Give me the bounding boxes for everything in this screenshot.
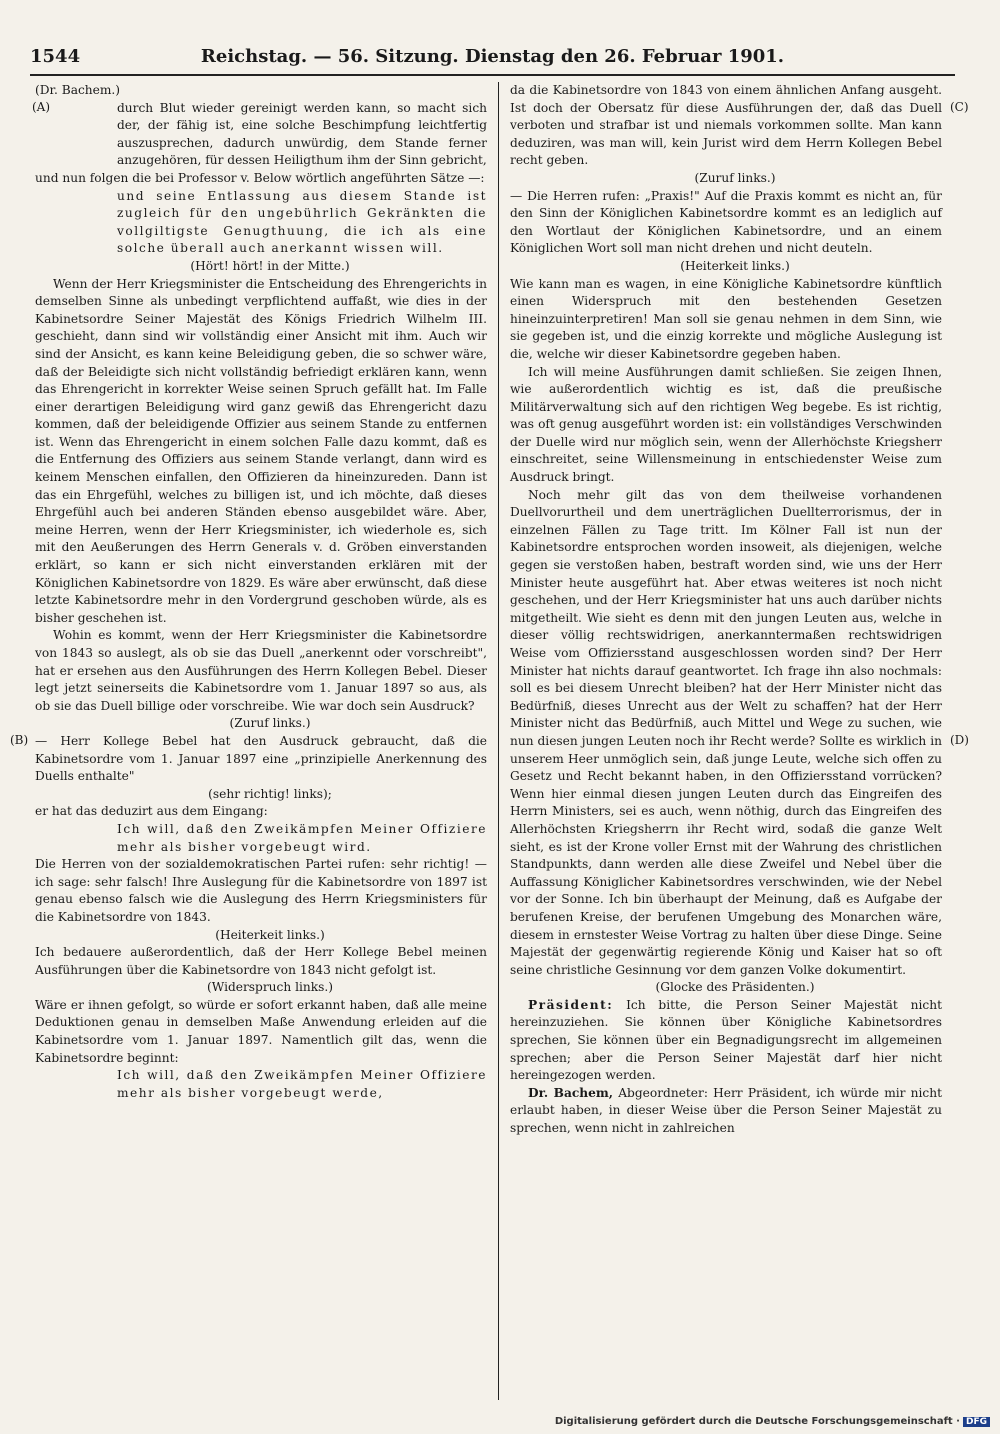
paragraph-6: Die Herren von der sozialdemokratischen Partei rufen: sehr richtig! — ich sage: sehr falsch! Ihre Auslegung für die Kabinetsordre von 1897 ist genau ebenso falsch wie die Auslegung des Herrn Kriegsministers für die Kabinetsordre von 1843. [35, 857, 487, 924]
quote-3: Ich will, daß den Zweikämpfen Meiner Offiziere mehr als bisher vorgebeugt wird. [117, 821, 487, 854]
footer-text: Digitalisierung gefördert durch die Deutsche Forschungsgemeinschaft · [554, 1416, 960, 1427]
dfg-logo: DFG [963, 1417, 990, 1427]
paragraph-7: Ich bedauere außerordentlich, daß der Herr Kollege Bebel meinen Ausführungen über die Kabinetsordre von 1843 nicht gefolgt ist. [35, 945, 487, 977]
quote-4: Ich will, daß den Zweikämpfen Meiner Offiziere mehr als bisher vorgebeugt werde, [117, 1068, 487, 1100]
margin-marker-d: (D) [950, 733, 969, 747]
right-column [510, 82, 942, 1138]
page-number: 1544 [30, 46, 81, 67]
quote-2: und seine Entlassung aus diesem Stande ist zugleich für den ungebührlich Gekränkten die vollgiltigste Genugthuung, die ich als eine solche überall auch anerkannt wissen will. [117, 188, 487, 256]
bachem-text: Abgeordneter: Herr Präsident, ich würde mir nicht erlaubt haben, in dieser Weise über die Person Seiner Majestät zu sprechen, wenn nicht in zahlreichen [510, 1085, 942, 1136]
margin-marker-c: (C) [950, 100, 969, 114]
paragraph-r5: Noch mehr gilt das von dem theilweise vorhandenen Duellvorurtheil und dem unerträglichen Duellterrorismus, der in einzelnen Fällen zu Tage tritt. Im Kölner Fall ist nun der Kabinetsordre entsprochen worden insoweit, als diejenigen, welche gegen sie verstoßen haben, bestraft worden sind, wie uns der Herr Minister heute ausgeführt hat. Aber etwas weiteres ist noch nicht geschehen, und der Herr Kriegsminister hat uns auch darüber nichts mitgetheilt. Wie sieht es denn mit den jungen Leuten aus, welche in dieser völlig rechtswidrigen, anerkanntermaßen rechtswidrigen Weise vom Offiziersstand ausgeschlossen worden sind? Der Herr Minister hat nichts darauf geantwortet. Ich frage ihn also nochmals: soll es bei diesem Unrecht bleiben? hat der Herr Minister nicht das Bedürfniß, dieses Unrecht aus der Welt zu schaffen? hat der Herr Minister nicht das Bedürfniß, auch Mittel und Wege zu suchen, wie nun diesen jungen Leuten noch ihr Recht werde? Sollte es wirklich in unserem Heer unmöglich sein, daß junge Leute, welche sich offen zu Gesetz und Recht bekannt haben, in den Offiziersstand vorrücken? Wenn hier einmal diesen jungen Leuten durch das Eingreifen des Herrn Ministers, sei es auch, wenn nöthig, durch das Eingreifen des Allerhöchsten Kriegsherrn ihr Recht wird, sodaß die ganze Welt sieht, es ist der Krone voller Ernst mit der Wahrung des christlichen Standpunkts, dann werden alle diese Zweifel und Nebel über die Auffassung Königlicher Kabinetsordres verschwinden, wie der Nebel vor der Sonne. Ich bin überhaupt der Meinung, daß es Aufgabe der berufenen Kreise, der berufenen Umgebung des Monarchen wäre, diesem in ernstester Weise Vortrag zu halten über diese Dinge. Seine Majestät der gegenwärtig regierende König und Kaiser hat so oft seine christliche Gesinnung vor dem ganzen Volke dokumentirt. [510, 487, 942, 977]
paragraph-r3: Wie kann man es wagen, in eine Königliche Kabinetsordre künftlich einen Widerspruch mit den bestehenden Gesetzen hineinzuinterpretiren! Man soll sie genau nehmen in dem Sinn, wie sie gegeben ist, und die einzig korrekte und mögliche Auslegung ist die, welche wir dieser Kabinetsordre gegeben haben. [510, 276, 942, 361]
interjection-r2: (Heiterkeit links.) [680, 258, 790, 273]
paragraph-r2: — Die Herren rufen: „Praxis!" Auf die Praxis kommt es nicht an, für den Sinn der Königlichen Kabinetsordre kommt es an lediglich auf den Wortlaut der Königlichen Kabinetsordre, und an einem Königlichen Wort soll man nicht drehen und nicht deuteln. [510, 188, 942, 256]
interjection-4: (Heiterkeit links.) [215, 927, 325, 942]
footer-credit [555, 1416, 990, 1427]
interjection-r1: (Zuruf links.) [694, 170, 776, 185]
president-statement [510, 997, 942, 1085]
margin-marker-b: (B) [10, 733, 29, 747]
paragraph-2: Wenn der Herr Kriegsminister die Entscheidung des Ehrengerichts in demselben Sinne als unbedingt verpflichtend auffaßt, wie dies in der Kabinetsordre Seiner Majestät des Königs Friedrich Wilhelm III. geschieht, dann sind wir vollständig einer Ansicht mit ihm. Auch wir sind der Ansicht, es kann keine Beleidigung geben, die so schwer wäre, daß der Beleidigte sich nicht vollständig befriedigt erklären kann, wenn das Ehrengericht in korrekter Weise seinen Spruch gefällt hat. Im Falle einer derartigen Beleidigung wird ganz gewiß das Ehrengericht dazu kommen, daß der beleidigende Offizier aus seinem Stande zu entfernen ist. Wenn das Ehrengericht in einem solchen Falle dazu kommt, daß es die Entfernung des Offiziers aus seinem Stande verlangt, dann wird es keinem Menschen einfallen, den Offizieren da hineinzureden. Dann ist das ein Ehrgefühl, welches zu billigen ist, und ich möchte, daß dieses Ehrgefühl auch bei anderen Ständen ebenso ausgebildet wäre. Aber, meine Herren, wenn der Herr Kriegsminister, ich wiederhole es, sich mit den Aeußerungen des Herrn Generals v. d. Gröben einverstanden erklärt, so kann er sich nicht einverstanden erklären mit der Königlichen Kabinetsordre von 1829. Es wäre aber erwünscht, daß diese letzte Kabinetsordre mehr in den Vordergrund geschoben würde, als es bisher geschehen ist. [35, 276, 487, 625]
page-header [30, 40, 955, 76]
interjection-r3: (Glocke des Präsidenten.) [655, 980, 815, 995]
paragraph-r1: da die Kabinetsordre von 1843 von einem ähnlichen Anfang ausgeht. Ist doch der Obersatz für diese Ausführungen der, daß das Duell verboten und strafbar ist und niemals vorkommen sollte. Man kann deduziren, was man will, kein Jurist wird dem Herrn Kollegen Bebel recht geben. [510, 83, 942, 168]
speaker-note: (Dr. Bachem.) [35, 83, 121, 97]
left-column [35, 82, 487, 1102]
interjection-3: (sehr richtig! links); [208, 786, 332, 801]
paragraph-5: er hat das deduzirt aus dem Eingang: [35, 804, 268, 819]
interjection-2: (Zuruf links.) [229, 716, 311, 731]
bachem-label: Dr. Bachem, [528, 1085, 614, 1100]
page-title: Reichstag. — 56. Sitzung. Dienstag den 26. Februar 1901. [200, 46, 785, 67]
paragraph-4: — Herr Kollege Bebel hat den Ausdruck gebraucht, daß die Kabinetsordre vom 1. Januar 1897 eine „prinzipielle Anerkennung des Duells enthalte" [35, 733, 487, 784]
bachem-statement [510, 1085, 942, 1138]
paragraph-r4: Ich will meine Ausführungen damit schließen. Sie zeigen Ihnen, wie außerordentlich wichtig es ist, daß die preußische Militärverwaltung sich auf den richtigen Weg begebe. Es ist richtig, was oft genug ausgeführt worden ist: ein vollständiges Verschwinden der Duelle wird nur möglich sein, wenn der Allerhöchste Kriegsherr einschreitet, seine Willensmeinung in entschiedenster Weise zum Ausdruck bringt. [510, 364, 942, 485]
interjection-1: (Hört! hört! in der Mitte.) [190, 258, 350, 273]
margin-marker-a: (A) [32, 100, 51, 114]
president-label: Präsident: [528, 997, 614, 1012]
quote-1: durch Blut wieder gereinigt werden kann, so macht sich der, der fähig ist, eine solche Beschimpfung leichtfertig auszusprechen, dadurch unwürdig, dem Stande ferner anzugehören, für dessen Heiligthum ihm der Sinn gebricht, [117, 100, 487, 168]
paragraph-1: und nun folgen die bei Professor v. Below wörtlich angeführten Sätze —: [35, 170, 485, 185]
paragraph-8: Wäre er ihnen gefolgt, so würde er sofort erkannt haben, daß alle meine Deduktionen genau in demselben Maße Anwendung erleiden auf die Kabinetsordre vom 1. Januar 1897. Namentlich gilt das, wenn die Kabinetsordre beginnt: [35, 997, 487, 1065]
column-divider [498, 82, 499, 1400]
president-text: Ich bitte, die Person Seiner Majestät nicht hereinzuziehen. Sie können über Königliche Kabinetsordres sprechen, Sie können über ein Begnadigungsrecht im allgemeinen sprechen; aber die Person Seiner Majestät darf hier nicht hereingezogen werden. [510, 997, 942, 1083]
paragraph-3: Wohin es kommt, wenn der Herr Kriegsminister die Kabinetsordre von 1843 so auslegt, als ob sie das Duell „anerkennt oder vorschreibt", hat er ersehen aus den Ausführungen des Herrn Kollegen Bebel. Dieser legt jetzt seinerseits die Kabinetsordre vom 1. Januar 1897 so aus, als ob sie das Duell billige oder vorschreibe. Wie war doch sein Ausdruck? [35, 628, 487, 713]
interjection-5: (Widerspruch links.) [207, 980, 333, 995]
